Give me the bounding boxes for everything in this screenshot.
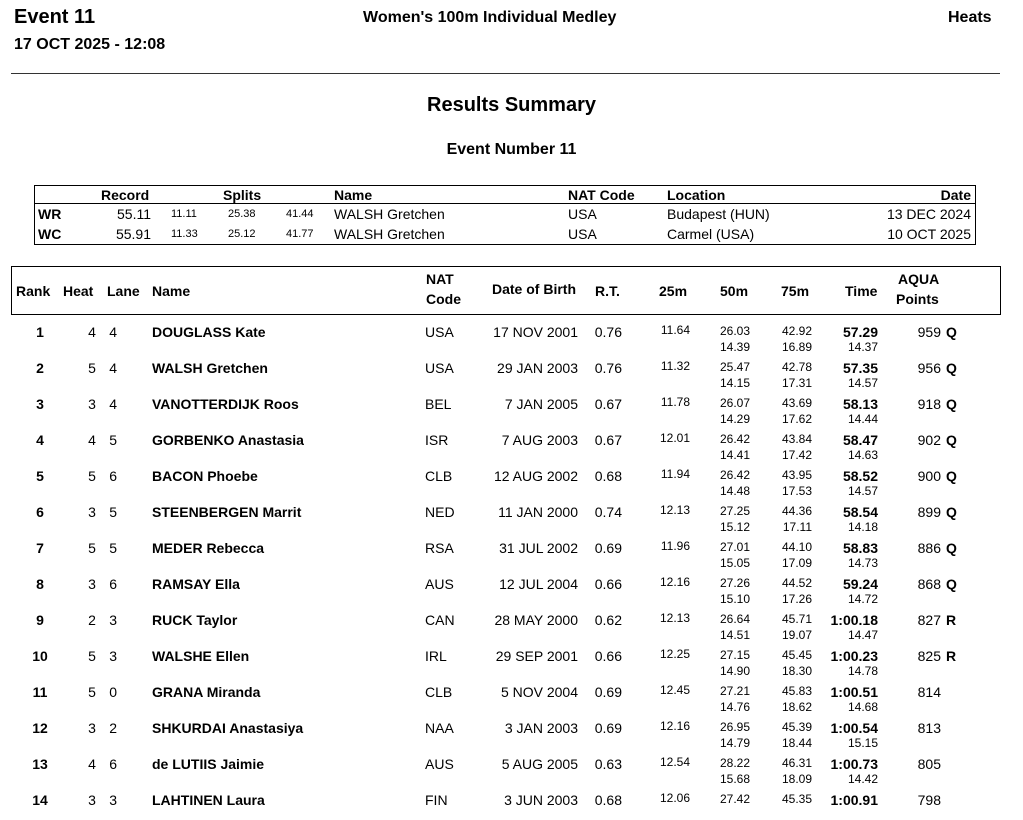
col-25m: 25m	[659, 283, 688, 299]
lap-100m: 14.18	[847, 520, 878, 534]
col-time: Time	[845, 283, 878, 299]
lap-50m: 15.05	[719, 556, 750, 570]
reaction-time: 0.76	[594, 324, 622, 340]
final-time: 58.52	[842, 468, 878, 484]
record-location: Budapest (HUN)	[667, 206, 770, 222]
col-50m: 50m	[720, 283, 749, 299]
aqua-points: 813	[917, 720, 941, 736]
qualification-mark: Q	[946, 540, 957, 556]
split-50m: 28.22	[719, 756, 750, 770]
lap-75m: 16.89	[781, 340, 812, 354]
split-75m: 45.45	[781, 648, 812, 662]
athlete-heat: 3	[88, 720, 96, 736]
athlete-nat: USA	[425, 324, 454, 340]
lap-50m: 14.48	[719, 484, 750, 498]
qualification-mark: Q	[946, 504, 957, 520]
col-dob: Date of Birth	[492, 281, 576, 297]
aqua-points: 902	[917, 432, 941, 448]
lap-50m: 14.51	[719, 628, 750, 642]
records-header-location: Location	[667, 187, 726, 203]
split-25m: 12.01	[659, 431, 690, 445]
lap-100m: 14.57	[847, 376, 878, 390]
records-header-date: Date	[940, 187, 971, 203]
athlete-dob: 5 NOV 2004	[500, 684, 578, 700]
lap-75m: 17.11	[782, 520, 812, 534]
col-lane: Lane	[107, 283, 140, 299]
final-time: 58.54	[842, 504, 878, 520]
result-row	[0, 388, 1023, 424]
athlete-rank: 5	[36, 468, 44, 484]
reaction-time: 0.66	[594, 576, 622, 592]
lap-75m: 18.30	[781, 664, 812, 678]
event-phase: Heats	[948, 9, 992, 26]
split-25m: 11.64	[660, 323, 690, 337]
aqua-points: 868	[917, 576, 941, 592]
reaction-time: 0.63	[594, 756, 622, 772]
aqua-points: 886	[917, 540, 941, 556]
records-table	[34, 185, 976, 245]
athlete-name: MEDER Rebecca	[152, 540, 265, 556]
split-75m: 43.69	[781, 396, 812, 410]
event-number: Event Number 11	[446, 141, 577, 158]
athlete-rank: 8	[36, 576, 44, 592]
lap-100m: 14.78	[847, 664, 878, 678]
reaction-time: 0.68	[594, 468, 622, 484]
record-split: 11.33	[171, 228, 198, 240]
athlete-rank: 13	[32, 756, 48, 772]
aqua-points: 956	[917, 360, 941, 376]
athlete-heat: 5	[88, 468, 96, 484]
athlete-rank: 9	[36, 612, 44, 628]
split-50m: 26.64	[719, 612, 750, 626]
qualification-mark: Q	[946, 468, 957, 484]
record-location: Carmel (USA)	[667, 226, 755, 242]
reaction-time: 0.67	[594, 432, 622, 448]
lap-100m: 14.47	[847, 628, 878, 642]
athlete-lane: 4	[109, 324, 117, 340]
aqua-points: 825	[917, 648, 941, 664]
lap-50m: 15.68	[719, 772, 750, 786]
header-divider	[11, 73, 1000, 74]
col-code: Code	[426, 291, 461, 307]
athlete-dob: 3 JUN 2003	[504, 792, 578, 808]
athlete-lane: 5	[109, 504, 117, 520]
athlete-lane: 4	[109, 360, 117, 376]
split-50m: 27.21	[719, 684, 750, 698]
lap-50m: 15.10	[719, 592, 750, 606]
athlete-dob: 3 JAN 2003	[504, 720, 578, 736]
event-name: Women's 100m Individual Medley	[363, 9, 617, 26]
record-nat: USA	[568, 226, 597, 242]
aqua-points: 827	[917, 612, 941, 628]
record-nat: USA	[568, 206, 597, 222]
qualification-mark: Q	[946, 324, 957, 340]
split-75m: 45.35	[781, 792, 812, 806]
athlete-name: RUCK Taylor	[152, 612, 238, 628]
athlete-lane: 2	[109, 720, 117, 736]
athlete-name: SHKURDAI Anastasiya	[152, 720, 304, 736]
final-time: 1:00.54	[830, 720, 878, 736]
record-split: 41.77	[286, 228, 314, 240]
aqua-points: 805	[917, 756, 941, 772]
athlete-lane: 3	[109, 648, 117, 664]
split-50m: 27.25	[719, 504, 750, 518]
aqua-points: 899	[917, 504, 941, 520]
records-header-rule	[35, 203, 975, 204]
lap-100m: 14.44	[847, 412, 878, 426]
qualification-mark: R	[946, 648, 957, 664]
athlete-name: GRANA Miranda	[152, 684, 261, 700]
aqua-points: 798	[917, 792, 941, 808]
athlete-rank: 14	[32, 792, 48, 808]
athlete-dob: 7 JAN 2005	[504, 396, 578, 412]
lap-75m: 17.26	[781, 592, 812, 606]
split-50m: 26.03	[719, 324, 750, 338]
lap-50m: 14.90	[719, 664, 750, 678]
result-row	[0, 316, 1023, 352]
records-header-splits: Splits	[223, 187, 262, 203]
record-type: WR	[38, 206, 62, 222]
athlete-heat: 4	[88, 756, 96, 772]
athlete-heat: 3	[88, 576, 96, 592]
athlete-dob: 29 JAN 2003	[497, 360, 578, 376]
records-header-nat: NAT Code	[568, 187, 635, 203]
athlete-lane: 3	[109, 792, 117, 808]
lap-75m: 17.31	[781, 376, 812, 390]
qualification-mark: Q	[946, 576, 957, 592]
split-25m: 11.32	[660, 359, 690, 373]
reaction-time: 0.66	[594, 648, 622, 664]
lap-75m: 17.42	[781, 448, 812, 462]
split-50m: 26.42	[719, 432, 750, 446]
split-25m: 12.06	[659, 791, 690, 805]
reaction-time: 0.69	[594, 540, 622, 556]
athlete-nat: RSA	[425, 540, 454, 556]
result-row	[0, 676, 1023, 712]
lap-100m: 14.72	[847, 592, 878, 606]
athlete-dob: 28 MAY 2000	[494, 612, 578, 628]
col-rt: R.T.	[595, 283, 620, 299]
athlete-heat: 5	[88, 684, 96, 700]
athlete-heat: 5	[88, 360, 96, 376]
final-time: 1:00.73	[830, 756, 878, 772]
col-75m: 75m	[781, 283, 810, 299]
lap-100m: 14.57	[847, 484, 878, 498]
athlete-dob: 11 JAN 2000	[498, 504, 578, 520]
athlete-nat: NED	[425, 504, 455, 520]
lap-50m: 14.29	[719, 412, 750, 426]
split-25m: 12.45	[659, 683, 690, 697]
split-50m: 27.26	[719, 576, 750, 590]
athlete-name: GORBENKO Anastasia	[152, 432, 304, 448]
result-row	[0, 352, 1023, 388]
athlete-nat: NAA	[425, 720, 454, 736]
qualification-mark: Q	[946, 432, 957, 448]
lap-100m: 14.42	[847, 772, 878, 786]
lap-75m: 18.09	[781, 772, 812, 786]
athlete-dob: 7 AUG 2003	[501, 432, 578, 448]
athlete-nat: BEL	[425, 396, 452, 412]
athlete-lane: 6	[109, 468, 117, 484]
record-date: 13 DEC 2024	[886, 206, 971, 222]
athlete-name: RAMSAY Ella	[152, 576, 240, 592]
athlete-rank: 12	[32, 720, 48, 736]
record-name: WALSH Gretchen	[334, 226, 445, 242]
results-summary-title: Results Summary	[427, 94, 596, 116]
split-50m: 27.42	[719, 792, 750, 806]
record-time: 55.91	[115, 226, 151, 242]
split-75m: 44.52	[781, 576, 812, 590]
record-date: 10 OCT 2025	[887, 226, 971, 242]
athlete-heat: 3	[88, 792, 96, 808]
athlete-name: DOUGLASS Kate	[152, 324, 266, 340]
split-50m: 26.07	[719, 396, 750, 410]
split-75m: 46.31	[781, 756, 812, 770]
final-time: 1:00.18	[830, 612, 878, 628]
athlete-rank: 6	[36, 504, 44, 520]
col-aqua: AQUA	[898, 271, 940, 287]
reaction-time: 0.68	[594, 792, 622, 808]
athlete-lane: 5	[109, 540, 117, 556]
record-row	[35, 226, 975, 246]
lap-100m: 14.63	[847, 448, 878, 462]
event-title: Event 11	[14, 6, 96, 28]
record-split: 11.11	[171, 208, 197, 220]
lap-100m: 15.15	[847, 736, 878, 750]
lap-75m: 18.44	[781, 736, 812, 750]
split-75m: 45.39	[781, 720, 812, 734]
lap-50m: 14.41	[719, 448, 750, 462]
reaction-time: 0.74	[594, 504, 622, 520]
split-75m: 44.10	[781, 540, 812, 554]
col-nat: NAT	[426, 271, 454, 287]
lap-100m: 14.37	[847, 340, 878, 354]
split-50m: 27.01	[719, 540, 750, 554]
reaction-time: 0.62	[594, 612, 622, 628]
split-25m: 12.54	[659, 755, 690, 769]
col-name: Name	[152, 283, 191, 299]
result-row	[0, 496, 1023, 532]
final-time: 1:00.23	[830, 648, 878, 664]
final-time: 58.13	[842, 396, 878, 412]
col-heat: Heat	[63, 283, 94, 299]
aqua-points: 814	[917, 684, 941, 700]
athlete-heat: 3	[88, 396, 96, 412]
aqua-points: 918	[917, 396, 941, 412]
lap-50m: 14.76	[719, 700, 750, 714]
athlete-heat: 5	[88, 540, 96, 556]
col-points: Points	[896, 291, 939, 307]
athlete-rank: 11	[32, 684, 48, 700]
athlete-nat: AUS	[425, 756, 454, 772]
athlete-lane: 0	[109, 684, 117, 700]
athlete-nat: IRL	[425, 648, 447, 664]
lap-50m: 14.79	[719, 736, 750, 750]
split-25m: 11.94	[660, 467, 690, 481]
record-row	[35, 206, 975, 226]
lap-100m: 14.68	[847, 700, 878, 714]
result-row	[0, 784, 1023, 820]
lap-75m: 19.07	[781, 628, 812, 642]
split-25m: 12.13	[659, 503, 690, 517]
result-row	[0, 640, 1023, 676]
athlete-heat: 4	[88, 432, 96, 448]
lap-75m: 17.09	[781, 556, 812, 570]
record-split: 25.12	[228, 228, 256, 240]
split-25m: 12.25	[659, 647, 690, 661]
records-header-name: Name	[334, 187, 373, 203]
final-time: 58.47	[842, 432, 878, 448]
split-75m: 42.78	[781, 360, 812, 374]
athlete-nat: CLB	[425, 468, 453, 484]
col-rank: Rank	[16, 283, 51, 299]
record-split: 41.44	[286, 208, 314, 220]
split-50m: 27.15	[719, 648, 750, 662]
split-25m: 12.13	[659, 611, 690, 625]
qualification-mark: Q	[946, 360, 957, 376]
record-name: WALSH Gretchen	[334, 206, 445, 222]
athlete-nat: FIN	[425, 792, 448, 808]
athlete-rank: 2	[36, 360, 44, 376]
split-25m: 12.16	[659, 575, 690, 589]
result-row	[0, 460, 1023, 496]
records-header-record: Record	[101, 187, 150, 203]
qualification-mark: R	[946, 612, 957, 628]
athlete-lane: 5	[109, 432, 117, 448]
record-time: 55.11	[117, 206, 151, 222]
results-header	[11, 266, 1001, 315]
split-75m: 42.92	[781, 324, 812, 338]
athlete-heat: 2	[88, 612, 96, 628]
lap-50m: 14.39	[719, 340, 750, 354]
split-50m: 26.42	[719, 468, 750, 482]
athlete-lane: 6	[109, 756, 117, 772]
athlete-heat: 5	[88, 648, 96, 664]
athlete-lane: 4	[109, 396, 117, 412]
aqua-points: 900	[917, 468, 941, 484]
split-25m: 12.16	[659, 719, 690, 733]
split-25m: 11.78	[660, 395, 690, 409]
result-row	[0, 424, 1023, 460]
athlete-dob: 12 AUG 2002	[493, 468, 578, 484]
athlete-dob: 17 NOV 2001	[493, 324, 578, 340]
athlete-name: WALSHE Ellen	[152, 648, 250, 664]
final-time: 1:00.91	[830, 792, 878, 808]
athlete-name: WALSH Gretchen	[152, 360, 268, 376]
result-row	[0, 568, 1023, 604]
final-time: 59.24	[842, 576, 878, 592]
athlete-dob: 29 SEP 2001	[495, 648, 578, 664]
athlete-nat: ISR	[425, 432, 449, 448]
athlete-name: BACON Phoebe	[152, 468, 258, 484]
record-split: 25.38	[228, 208, 256, 220]
lap-100m: 14.73	[847, 556, 878, 570]
record-type: WC	[38, 226, 62, 242]
reaction-time: 0.69	[594, 720, 622, 736]
athlete-name: de LUTIIS Jaimie	[152, 756, 265, 772]
split-25m: 11.96	[660, 539, 690, 553]
split-75m: 44.36	[781, 504, 812, 518]
lap-50m: 15.12	[719, 520, 750, 534]
result-row	[0, 712, 1023, 748]
split-50m: 26.95	[719, 720, 750, 734]
athlete-lane: 3	[109, 612, 117, 628]
athlete-lane: 6	[109, 576, 117, 592]
split-75m: 43.84	[781, 432, 812, 446]
lap-75m: 17.62	[781, 412, 812, 426]
athlete-name: VANOTTERDIJK Roos	[152, 396, 299, 412]
result-row	[0, 748, 1023, 784]
athlete-rank: 4	[36, 432, 44, 448]
result-row	[0, 604, 1023, 640]
athlete-nat: CLB	[425, 684, 453, 700]
final-time: 58.83	[842, 540, 878, 556]
split-75m: 45.83	[781, 684, 812, 698]
athlete-rank: 3	[36, 396, 44, 412]
athlete-rank: 10	[32, 648, 48, 664]
reaction-time: 0.67	[594, 396, 622, 412]
athlete-nat: USA	[425, 360, 454, 376]
result-row	[0, 532, 1023, 568]
reaction-time: 0.76	[594, 360, 622, 376]
athlete-rank: 1	[36, 324, 44, 340]
qualification-mark: Q	[946, 396, 957, 412]
athlete-heat: 4	[88, 324, 96, 340]
athlete-nat: AUS	[425, 576, 454, 592]
split-75m: 45.71	[781, 612, 812, 626]
athlete-heat: 3	[88, 504, 96, 520]
split-75m: 43.95	[781, 468, 812, 482]
athlete-nat: CAN	[425, 612, 455, 628]
athlete-dob: 31 JUL 2002	[499, 540, 578, 556]
final-time: 1:00.51	[830, 684, 878, 700]
aqua-points: 959	[917, 324, 941, 340]
athlete-dob: 5 AUG 2005	[501, 756, 578, 772]
athlete-name: LAHTINEN Laura	[152, 792, 265, 808]
lap-75m: 17.53	[781, 484, 812, 498]
athlete-dob: 12 JUL 2004	[499, 576, 578, 592]
final-time: 57.29	[842, 324, 878, 340]
lap-50m: 14.15	[719, 376, 750, 390]
event-datetime: 17 OCT 2025 - 12:08	[14, 36, 166, 53]
reaction-time: 0.69	[594, 684, 622, 700]
split-50m: 25.47	[719, 360, 750, 374]
lap-75m: 18.62	[781, 700, 812, 714]
athlete-rank: 7	[36, 540, 44, 556]
final-time: 57.35	[842, 360, 878, 376]
athlete-name: STEENBERGEN Marrit	[152, 504, 302, 520]
